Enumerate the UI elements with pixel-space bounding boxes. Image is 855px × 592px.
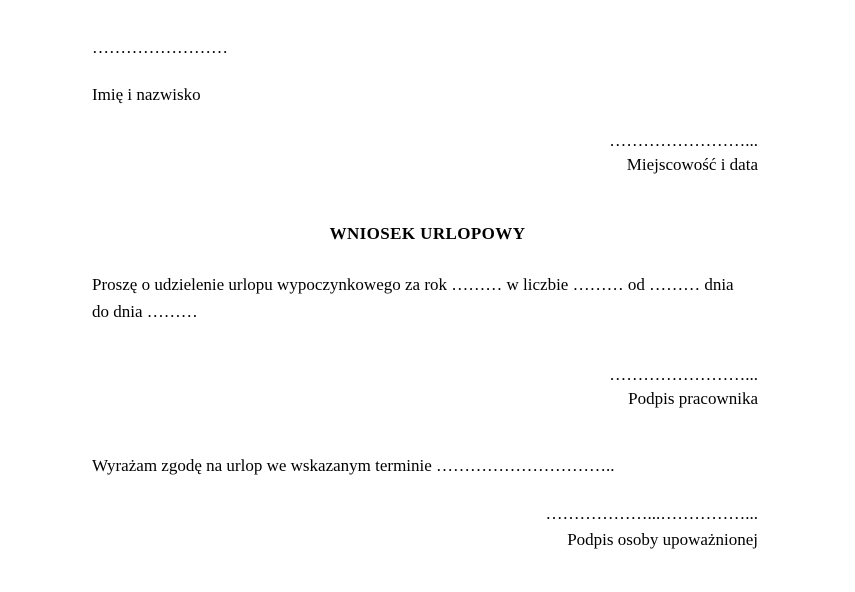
place-date-label: Miejscowość i data bbox=[626, 155, 758, 174]
employee-signature-label: Podpis pracownika bbox=[628, 389, 758, 408]
document-title: WNIOSEK URLOPOWY bbox=[329, 224, 526, 243]
name-label: Imię i nazwisko bbox=[92, 85, 201, 104]
authorized-signature-label: Podpis osoby upoważnionej bbox=[567, 530, 758, 549]
employee-signature-fill-line: ……………………... bbox=[609, 365, 758, 384]
authorized-signature-fill-line: ………………...……………... bbox=[545, 504, 758, 523]
request-paragraph-line-1: Proszę o udzielenie urlopu wypoczynkowego za rok ……… w liczbie ……… od ……… dnia bbox=[92, 275, 734, 294]
name-fill-line: …………………… bbox=[92, 38, 228, 57]
request-paragraph-line-2: do dnia ……… bbox=[92, 302, 198, 321]
approval-statement-line: Wyrażam zgodę na urlop we wskazanym terminie ………………………….. bbox=[92, 456, 615, 475]
place-date-fill-line: ……………………... bbox=[609, 131, 758, 150]
request-paragraph bbox=[92, 271, 734, 325]
